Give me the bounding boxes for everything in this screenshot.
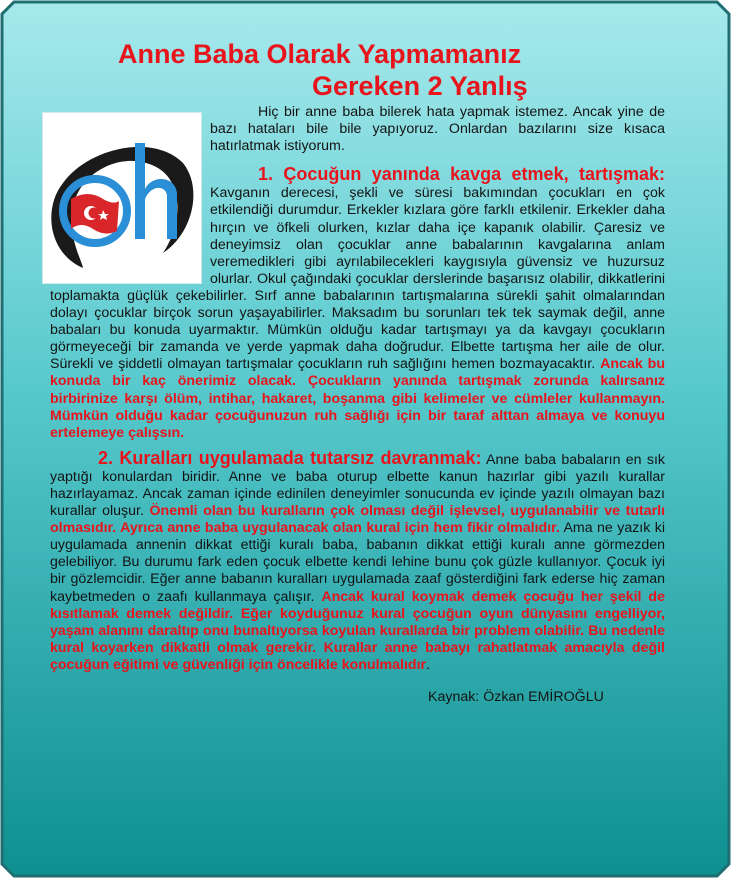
- intro-paragraph: Hiç bir anne baba bilerek hata yapmak istemez. Ancak yine de bazı hataları bile bile yapıyoruz. Onlardan bazılarını size kısaca hatırlatmak istiyorum.: [210, 104, 665, 155]
- page-title: [50, 38, 665, 102]
- section-2-highlight-1: Önemli olan bu kuralların çok olması değil işlevsel, uygulanabilir ve tutarlı olmasıdır. Ayrıca anne baba uygulanacak olan kural için hem fikir olmalıdır.: [50, 503, 666, 537]
- section-2-text-2: Ama ne yazık ki uygulamada annenin dikkat ettiği kuralı baba, babanın dikkat ettiği kuralı anne görmezden gelebiliyor. Bu durumu fark eden çocuk elbette kendi lehine bunu çok güzle kullanıyor. Çocuk iyi bir gözlemcidir. Eğer anne babanın kuralları uygulamada zaaf gösterdiğini fark ederse hiç zaman kaybetmeden o zaafı kullanmaya çalışır.: [50, 520, 665, 605]
- section-2-text-1: Anne baba babaların en sık yaptığı konulardan biridir. Anne ve baba oturup elbette kanun hazırlar gibi yazılı kurallar hazırlayamaz. Ancak zaman içinde edinilen deneyimler sonucunda ev içinde yazılı olmayan bazı kurallar oluşur.: [50, 451, 665, 520]
- section-2-heading: 2. Kuralları uygulamada tutarsız davranmak:: [98, 447, 482, 468]
- dh-logo-icon: [42, 112, 202, 284]
- section-2-end: .: [426, 656, 430, 673]
- title-line-2: Gereken 2 Yanlış: [312, 71, 528, 101]
- section-1-heading: 1. Çocuğun yanında kavga etmek, tartışmak:: [258, 164, 665, 185]
- article: [50, 38, 665, 705]
- section-2: [50, 447, 666, 674]
- logo-graphic: [43, 113, 201, 283]
- section-2-highlight-2: Ancak kural koymak demek çocuğu her şekil de kısıtlamak demek değildir. Eğer koyduğunuz kural çocuğun oyun dünyasını engelliyor, yaşam alanını daraltıp onu bunaltıyorsa koyulan kurallarda bir problem olabilir. Bu nedenle kural koyarken dikkatli olmak gerekir. Kurallar anne babayı rahatlatmak amacıyla değil çocuğun eğitimi ve güvenliği için öncelikle konulmalıdır: [50, 588, 665, 673]
- source-credit: Kaynak: Özkan EMİROĞLU: [428, 689, 604, 705]
- title-line-1: Anne Baba Olarak Yapmamanız: [118, 39, 522, 69]
- section-1-highlight: Ancak bu konuda bir kaç önerimiz olacak. Çocukların yanında tartışmak zorunda kalırsanız birbirinize karşı ölüm, intihar, hakaret, boşanma gibi kelimeler ve cümleler kullanmayın. Mümkün olduğu kadar çocuğunuzun ruh sağlığı için bir taraf alttan almaya ve konuyu ertelemeye çalışsın.: [50, 356, 665, 441]
- section-1-text: Kavganın derecesi, şekli ve süresi bakımından çocukları en çok etkilendiği durumdur. Erkekler kızlara göre farklı etkilenir. Erkekler daha hırçın ve öfkeli olurken, kızlar daha içe kapanık olabilir. Çaresiz ve deneyimsiz olan çocuklar anne babalarının kavgalarına anlam veremedikleri gibi ayrılabilecekleri kaygısıyla güvensiz ve huzursuz olurlar. Okul çağındaki çocuklar derslerinde başarısız olabilir, dikkatlerini toplamakta güçlük çekebilirler. Sırf anne babalarının tartışmalarına sürekli şahit olmalarından dolayı çocuklar birçok sorun yaşayabilirler. Maksadım bu sorunları tek tek saymak değil, anne babaları bu konuda uyarmaktır. Mümkün olduğu kadar tartışmayı ya da kavgayı çocukların görmeyeceği bir zamanda ve yerde yapmak daha doğrudur. Elbette tartışma her aile de olur. Sürekli ve şiddetli olmayan tartışmalar çocukların ruh sağlığını hemen bozmayacaktır.: [50, 185, 665, 373]
